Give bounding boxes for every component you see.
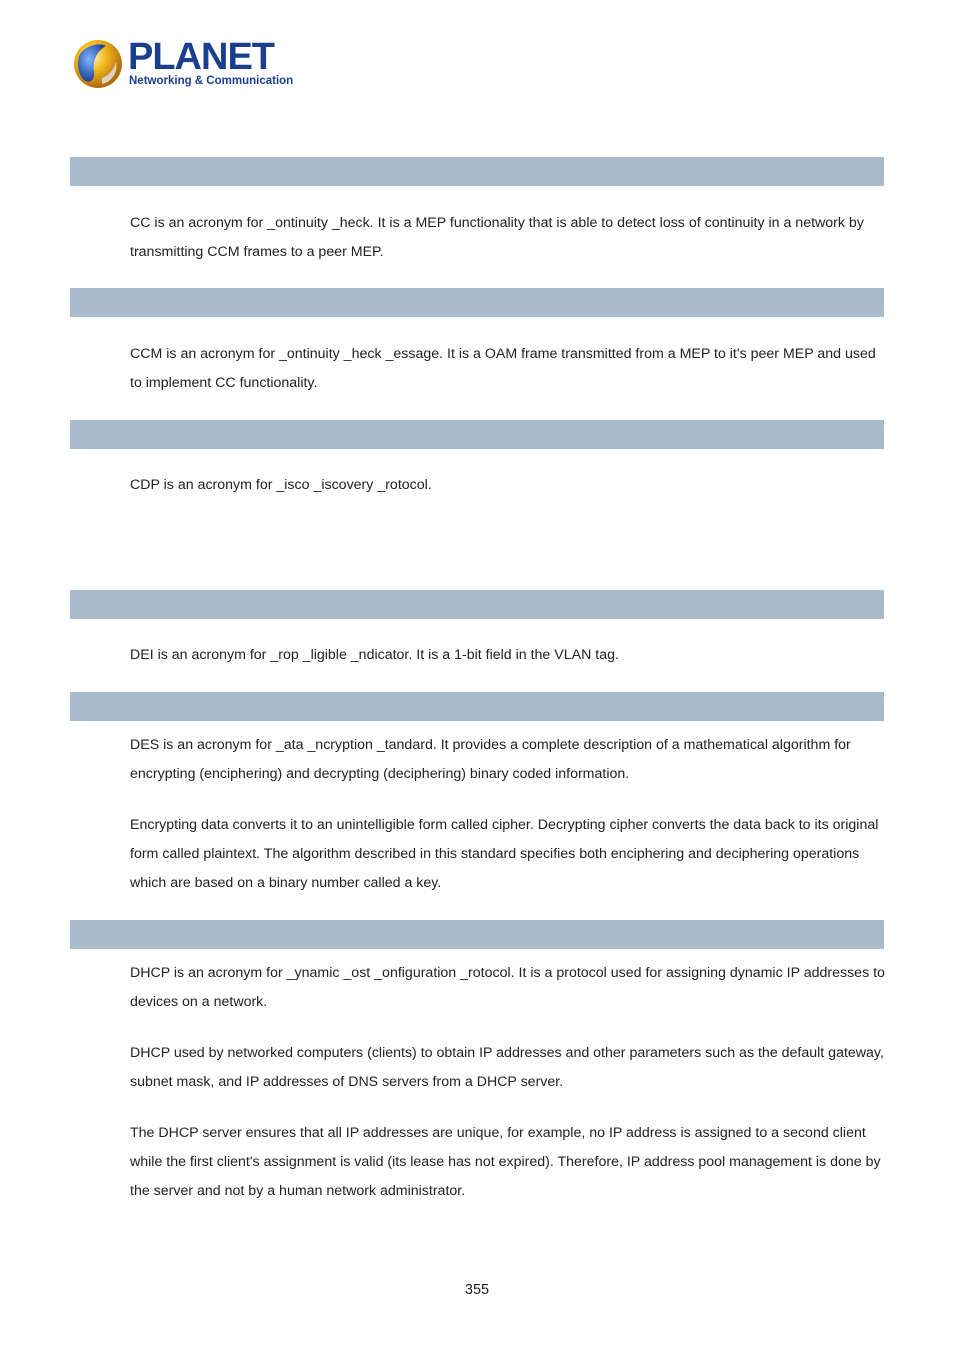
planet-logo bbox=[72, 36, 294, 92]
logo-tagline: Networking & Communication bbox=[129, 75, 294, 87]
paragraph-des-2: Encrypting data converts it to an unintelligible form called cipher. Decrypting cipher converts the data back to its original form called plaintext. The algorithm described in this standard specifies both enciphering and deciphering operations which are based on a binary number called a key. bbox=[130, 817, 879, 891]
section-bar-des bbox=[70, 692, 884, 721]
globe-icon bbox=[72, 38, 124, 90]
paragraph-dhcp-2: DHCP used by networked computers (clients) to obtain IP addresses and other parameters such as the default gateway, subnet mask, and IP addresses of DNS servers from a DHCP server. bbox=[130, 1045, 884, 1090]
paragraph-des-1: DES is an acronym for _ata _ncryption _tandard. It provides a complete description of a mathematical algorithm for encrypting (enciphering) and decrypting (deciphering) binary coded information. bbox=[130, 737, 851, 782]
page-number: 355 bbox=[464, 1282, 490, 1298]
paragraph-ccm: CCM is an acronym for _ontinuity _heck _essage. It is a OAM frame transmitted from a MEP to it's peer MEP and used to implement CC functionality. bbox=[130, 346, 876, 391]
paragraph-dhcp-3: The DHCP server ensures that all IP addresses are unique, for example, no IP address is assigned to a second client while the first client's assignment is valid (its lease has not expired). Therefore, IP address pool management is done by the server and not by a human network administrator. bbox=[130, 1125, 881, 1199]
paragraph-cdp: CDP is an acronym for _isco _iscovery _rotocol. bbox=[130, 477, 432, 493]
section-bar-ccm bbox=[70, 288, 884, 317]
section-bar-dhcp bbox=[70, 920, 884, 949]
section-bar-dei bbox=[70, 590, 884, 619]
logo-wordmark: PLANET bbox=[128, 36, 274, 78]
paragraph-dhcp-1: DHCP is an acronym for _ynamic _ost _onfiguration _rotocol. It is a protocol used for assigning dynamic IP addresses to devices on a network. bbox=[130, 965, 885, 1010]
paragraph-dei: DEI is an acronym for _rop _ligible _ndicator. It is a 1-bit field in the VLAN tag. bbox=[130, 647, 619, 663]
section-bar-cc bbox=[70, 157, 884, 186]
paragraph-cc: CC is an acronym for _ontinuity _heck. It is a MEP functionality that is able to detect loss of continuity in a network by transmitting CCM frames to a peer MEP. bbox=[130, 215, 864, 260]
section-bar-cdp bbox=[70, 420, 884, 449]
